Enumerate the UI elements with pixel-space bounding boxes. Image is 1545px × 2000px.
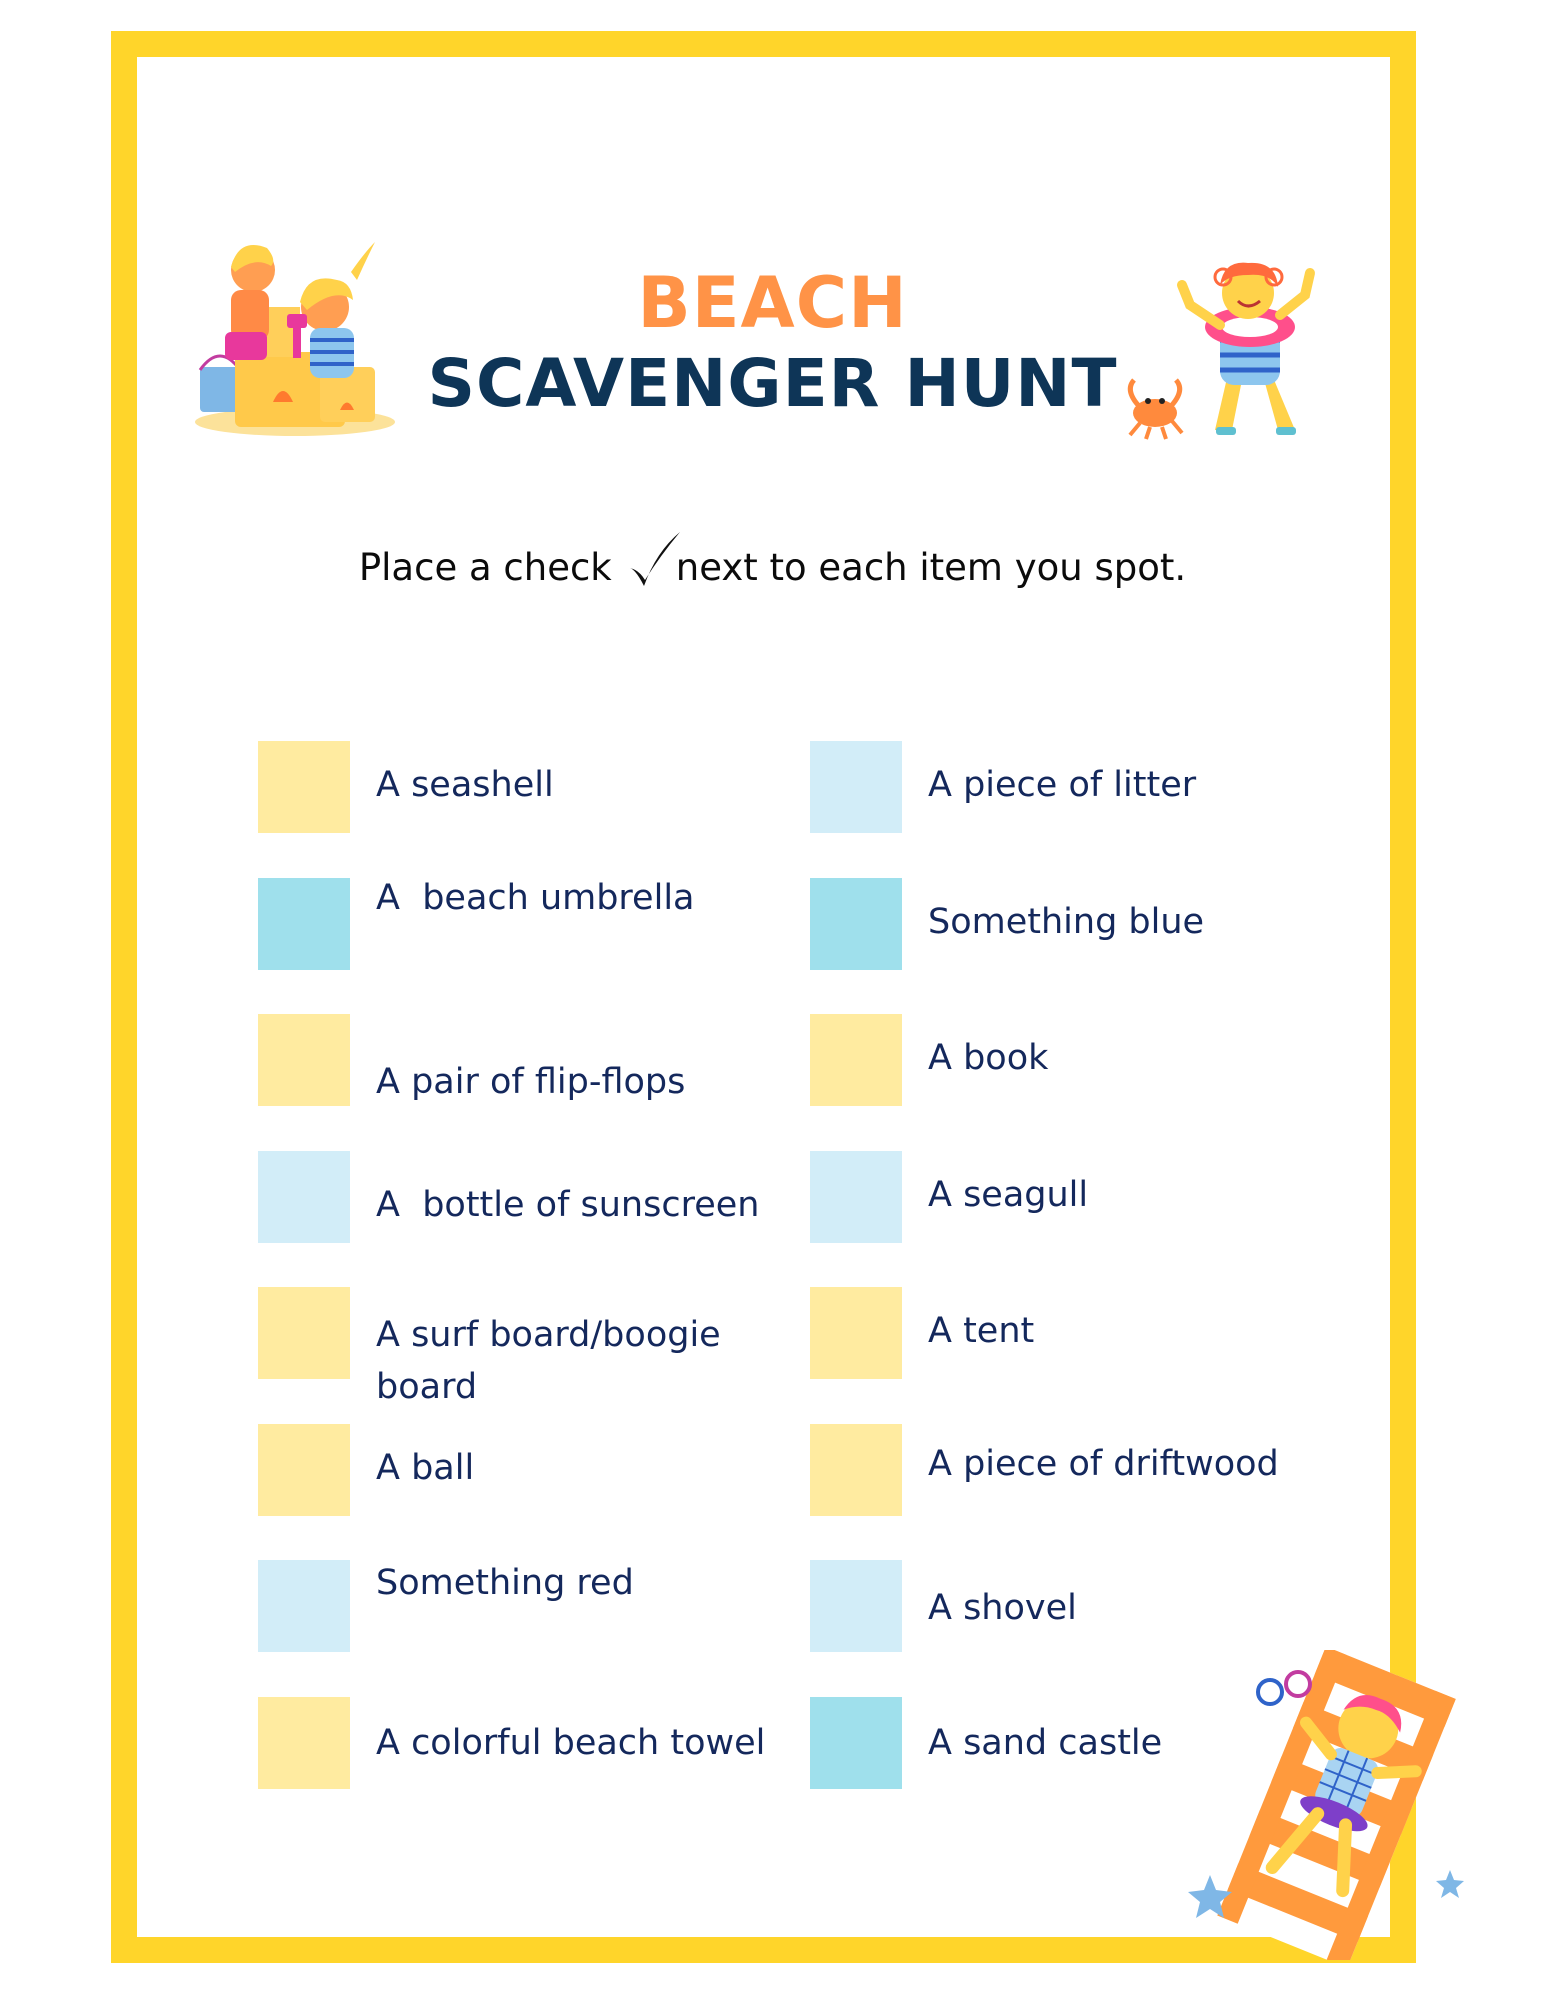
checkmark-icon bbox=[626, 530, 682, 592]
title-beach: BEACH bbox=[637, 262, 908, 344]
checkbox[interactable] bbox=[258, 878, 350, 970]
instruction-before: Place a check bbox=[358, 546, 612, 589]
checkbox[interactable] bbox=[810, 1287, 902, 1379]
item-label: A colorful beach towel bbox=[376, 1723, 766, 1763]
item-label: A ball bbox=[376, 1448, 475, 1488]
item-label: A shovel bbox=[928, 1588, 1077, 1628]
checkbox[interactable] bbox=[258, 1151, 350, 1243]
item-label: A tent bbox=[928, 1311, 1035, 1351]
item-label: Something red bbox=[376, 1563, 634, 1603]
checkbox[interactable] bbox=[810, 1424, 902, 1516]
checkbox[interactable] bbox=[258, 1560, 350, 1652]
checkbox[interactable] bbox=[810, 1560, 902, 1652]
checkbox[interactable] bbox=[258, 1014, 350, 1106]
girl-on-beach-towel-illustration bbox=[1180, 1650, 1470, 1960]
checkbox[interactable] bbox=[810, 1151, 902, 1243]
item-label: A piece of litter bbox=[928, 765, 1197, 805]
item-label: Something blue bbox=[928, 902, 1205, 942]
item-label: A beach umbrella bbox=[376, 878, 695, 918]
checkbox[interactable] bbox=[258, 1697, 350, 1789]
instruction-after: next to each item you spot. bbox=[675, 546, 1187, 589]
checkbox[interactable] bbox=[258, 741, 350, 833]
checkbox[interactable] bbox=[258, 1287, 350, 1379]
checkbox[interactable] bbox=[810, 741, 902, 833]
item-label: A piece of driftwood bbox=[928, 1444, 1279, 1484]
checkbox[interactable] bbox=[810, 1014, 902, 1106]
checkbox[interactable] bbox=[810, 1697, 902, 1789]
item-label: A seashell bbox=[376, 765, 554, 805]
instruction-text bbox=[0, 530, 1545, 592]
item-label: A pair of flip-flops bbox=[376, 1062, 686, 1102]
item-label: A surf board/boogie board bbox=[376, 1315, 732, 1407]
checkbox[interactable] bbox=[810, 878, 902, 970]
item-label: A seagull bbox=[928, 1175, 1089, 1215]
item-label: A book bbox=[928, 1038, 1049, 1078]
item-label: A sand castle bbox=[928, 1723, 1163, 1763]
checkbox[interactable] bbox=[258, 1424, 350, 1516]
title-scavenger-hunt: SCAVENGER HUNT bbox=[427, 345, 1118, 422]
item-label: A bottle of sunscreen bbox=[376, 1185, 760, 1225]
